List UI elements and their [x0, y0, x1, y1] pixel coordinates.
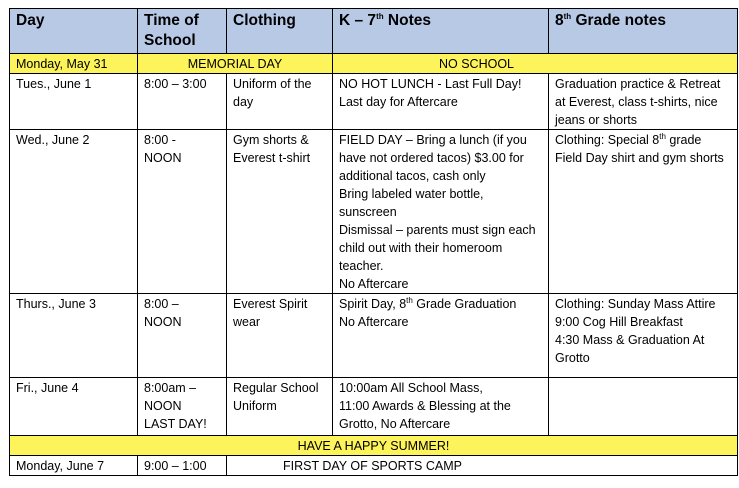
fri-clothing-cell: Regular School Uniform	[227, 378, 333, 436]
fri-k7-cell	[333, 378, 549, 436]
thu-clothing-cell: Everest Spirit wear	[227, 294, 333, 378]
row-memorial-day	[10, 54, 738, 74]
row-friday	[10, 378, 738, 436]
fri-k7-line: 10:00am All School Mass,	[339, 381, 483, 395]
header-clothing: Clothing	[227, 9, 333, 54]
wed-time-cell: 8:00 - NOON	[138, 130, 227, 294]
sports-time-cell: 9:00 – 1:00	[138, 456, 227, 476]
fri-time-cell: 8:00am – NOON LAST DAY!	[138, 378, 227, 436]
header-k7-notes: K – 7th Notes	[333, 9, 549, 54]
thu-8th-line: 4:30 Mass & Graduation At Grotto	[555, 333, 705, 365]
fri-k7-line: 11:00 Awards & Blessing at the Grotto, No Aftercare	[339, 399, 511, 431]
schedule-table	[9, 8, 738, 476]
thu-time-cell: 8:00 – NOON	[138, 294, 227, 378]
summer-banner: HAVE A HAPPY SUMMER!	[10, 436, 738, 456]
sports-note-cell: FIRST DAY OF SPORTS CAMP	[227, 456, 738, 476]
header-8th-grade-notes: 8th Grade notes	[549, 9, 738, 54]
wed-k7-line: Bring labeled water bottle, sunscreen	[339, 187, 484, 219]
row-summer	[10, 436, 738, 456]
wed-k7-line: FIELD DAY – Bring a lunch (if you have not ordered tacos) $3.00 for additional tacos, cash only	[339, 133, 527, 183]
thu-8th-line: Clothing: Sunday Mass Attire	[555, 297, 716, 311]
tue-8th-cell: Graduation practice & Retreat at Everest, class t-shirts, nice jeans or shorts	[549, 74, 738, 130]
fri-8th-cell	[549, 378, 738, 436]
thu-day-cell: Thurs., June 3	[10, 294, 138, 378]
fri-day-cell: Fri., June 4	[10, 378, 138, 436]
thu-8th-cell	[549, 294, 738, 378]
wed-k7-cell	[333, 130, 549, 294]
wed-k7-line: No Aftercare	[339, 277, 409, 291]
wed-8th-cell: Clothing: Special 8th grade Field Day shirt and gym shorts	[549, 130, 738, 294]
memorial-note-cell: NO SCHOOL	[333, 54, 738, 74]
memorial-label-cell: MEMORIAL DAY	[138, 54, 333, 74]
tue-day-cell: Tues., June 1	[10, 74, 138, 130]
tue-k7-line: NO HOT LUNCH - Last Full Day!	[339, 77, 522, 91]
wed-k7-line: Dismissal – parents must sign each child out with their homeroom teacher.	[339, 223, 536, 273]
row-tuesday	[10, 74, 738, 130]
wed-day-cell: Wed., June 2	[10, 130, 138, 294]
header-time: Time of School	[138, 9, 227, 54]
wed-clothing-cell: Gym shorts & Everest t-shirt	[227, 130, 333, 294]
header-day: Day	[10, 9, 138, 54]
tue-k7-line: Last day for Aftercare	[339, 95, 458, 109]
row-thursday	[10, 294, 738, 378]
row-sports-camp	[10, 456, 738, 476]
row-wednesday	[10, 130, 738, 294]
tue-time-cell: 8:00 – 3:00	[138, 74, 227, 130]
tue-clothing-cell: Uniform of the day	[227, 74, 333, 130]
thu-8th-line: 9:00 Cog Hill Breakfast	[555, 315, 683, 329]
memorial-day-cell: Monday, May 31	[10, 54, 138, 74]
tue-k7-cell	[333, 74, 549, 130]
header-row	[10, 9, 738, 54]
thu-k7-cell: Spirit Day, 8th Grade Graduation No Aftercare	[333, 294, 549, 378]
sports-day-cell: Monday, June 7	[10, 456, 138, 476]
